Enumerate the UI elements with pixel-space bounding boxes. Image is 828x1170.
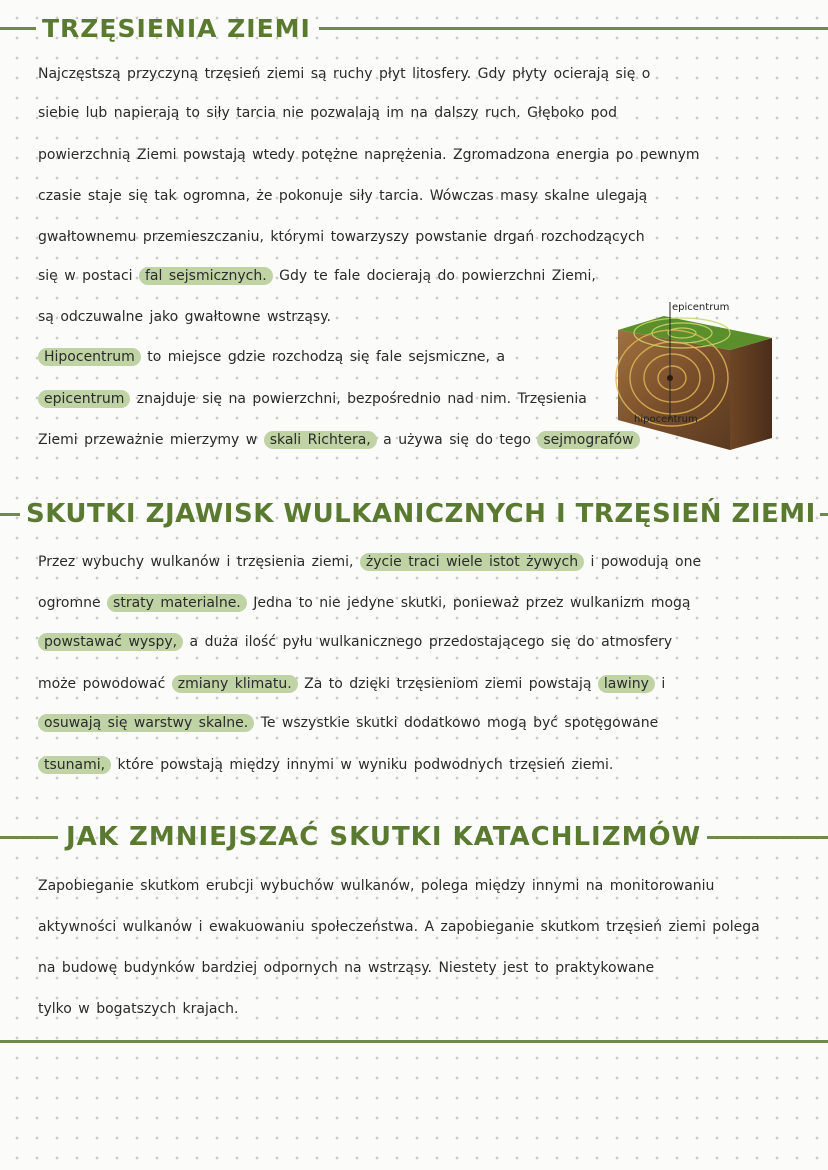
- text-segment: Te wszystkie skutki dodatkowo mogą być spotęgowane: [254, 715, 659, 731]
- highlighted-term: Hipocentrum: [38, 348, 141, 366]
- text-line: [38, 593, 691, 613]
- highlighted-term: lawiny: [598, 675, 655, 693]
- hypocenter-label: hipocentrum: [634, 414, 698, 425]
- epicenter-label: epicentrum: [672, 302, 730, 313]
- text-segment: a używa się do tego: [376, 432, 538, 448]
- text-segment: Ziemi przeważnie mierzymy w: [38, 432, 264, 448]
- text-line: [38, 266, 596, 286]
- section-title: TRZĘSIENIA ZIEMI: [42, 14, 311, 43]
- text-segment: Zapobieganie skutkom erubcji wybuchów wulkanów, polega między innymi na monitorowaniu: [38, 878, 715, 894]
- text-segment: są odczuwalne jako gwałtowne wstrząsy.: [38, 309, 331, 325]
- text-segment: czasie staje się tak ogromna, że pokonuje siły tarcia. Wówczas masy skalne ulegają: [38, 188, 648, 204]
- text-segment: Najczęstszą przyczyną trzęsień ziemi są ruchy płyt litosfery. Gdy płyty ocierają się o: [38, 66, 651, 82]
- highlighted-term: straty materialne.: [107, 594, 247, 612]
- text-line: [38, 713, 658, 733]
- text-line: [38, 64, 650, 84]
- text-line: [38, 103, 617, 123]
- text-line: [38, 755, 613, 775]
- text-segment: znajduje się na powierzchni, bezpośrednio nad nim. Trzęsienia: [130, 391, 587, 407]
- text-line: [38, 674, 665, 694]
- heading-rule-left: [0, 27, 36, 30]
- text-line: [38, 347, 505, 367]
- text-segment: Przez wybuchy wulkanów i trzęsienia ziemi,: [38, 554, 360, 570]
- section-title: SKUTKI ZJAWISK WULKANICZNYCH I TRZĘSIEŃ ZIEMI: [26, 499, 816, 529]
- text-line: [38, 227, 645, 247]
- text-segment: na budowę budynków bardziej odpornych na wstrząsy. Niestety jest to praktykowane: [38, 960, 655, 976]
- heading-rule-left: [0, 836, 58, 839]
- text-line: [38, 958, 654, 978]
- section-3-heading-row: [0, 822, 828, 852]
- text-segment: Za to dzięki trzęsieniom ziemi powstają: [297, 676, 598, 692]
- highlighted-term: tsunami,: [38, 756, 111, 774]
- highlighted-term: sejmografów: [537, 431, 639, 449]
- text-segment: może powodować: [38, 676, 172, 692]
- heading-rule-right: [319, 27, 828, 30]
- text-segment: i powodują one: [584, 554, 702, 570]
- text-line: [38, 430, 640, 450]
- text-line: [38, 917, 760, 937]
- heading-rule-left: [0, 513, 20, 516]
- text-line: [38, 999, 238, 1019]
- text-segment: które powstają między innymi w wyniku podwodnych trzęsień ziemi.: [111, 757, 614, 773]
- text-segment: powierzchnią Ziemi powstają wtedy potężne naprężenia. Zgromadzona energia po pewnym: [38, 147, 700, 163]
- text-segment: aktywności wulkanów i ewakuowaniu społeczeństwa. A zapobieganie skutkom trzęsień ziemi polega: [38, 919, 760, 935]
- highlighted-term: zmiany klimatu.: [172, 675, 298, 693]
- heading-rule-right: [820, 513, 828, 516]
- text-segment: a duża ilość pyłu wulkanicznego przedostającego się do atmosfery: [183, 634, 673, 650]
- text-line: [38, 552, 701, 572]
- text-line: [38, 307, 331, 327]
- highlighted-term: powstawać wyspy,: [38, 633, 183, 651]
- text-line: [38, 876, 714, 896]
- section-2-heading-row: [0, 499, 828, 529]
- text-line: [38, 389, 587, 409]
- heading-rule-right: [707, 836, 828, 839]
- highlighted-term: epicentrum: [38, 390, 130, 408]
- text-segment: się w postaci: [38, 268, 139, 284]
- text-segment: gwałtownemu przemieszczaniu, którymi towarzyszy powstanie drgań rozchodzących: [38, 229, 645, 245]
- text-line: [38, 632, 672, 652]
- highlighted-term: życie traci wiele istot żywych: [360, 553, 584, 571]
- bottom-rule: [0, 1040, 828, 1043]
- highlighted-term: fal sejsmicznych.: [139, 267, 273, 285]
- text-segment: ogromne: [38, 595, 108, 611]
- text-segment: tylko w bogatszych krajach.: [38, 1001, 239, 1017]
- highlighted-term: osuwają się warstwy skalne.: [38, 714, 254, 732]
- epicenter-diagram: [612, 300, 794, 460]
- section-title: JAK ZMNIEJSZAĆ SKUTKI KATACHLIZMÓW: [66, 822, 702, 852]
- text-line: [38, 145, 700, 165]
- highlighted-term: skali Richtera,: [264, 431, 377, 449]
- text-segment: Jedna to nie jedyne skutki, ponieważ przez wulkanizm mogą: [246, 595, 691, 611]
- section-1-heading-row: [0, 14, 828, 43]
- earth-block-illustration: [612, 300, 794, 460]
- text-segment: siebie lub napierają to siły tarcia nie pozwalają im na dalszy ruch. Głęboko pod: [38, 105, 617, 121]
- text-segment: to miejsce gdzie rozchodzą się fale sejsmiczne, a: [140, 349, 506, 365]
- text-segment: Gdy te fale docierają do powierzchni Ziemi,: [272, 268, 596, 284]
- text-segment: i: [654, 676, 666, 692]
- text-line: [38, 186, 647, 206]
